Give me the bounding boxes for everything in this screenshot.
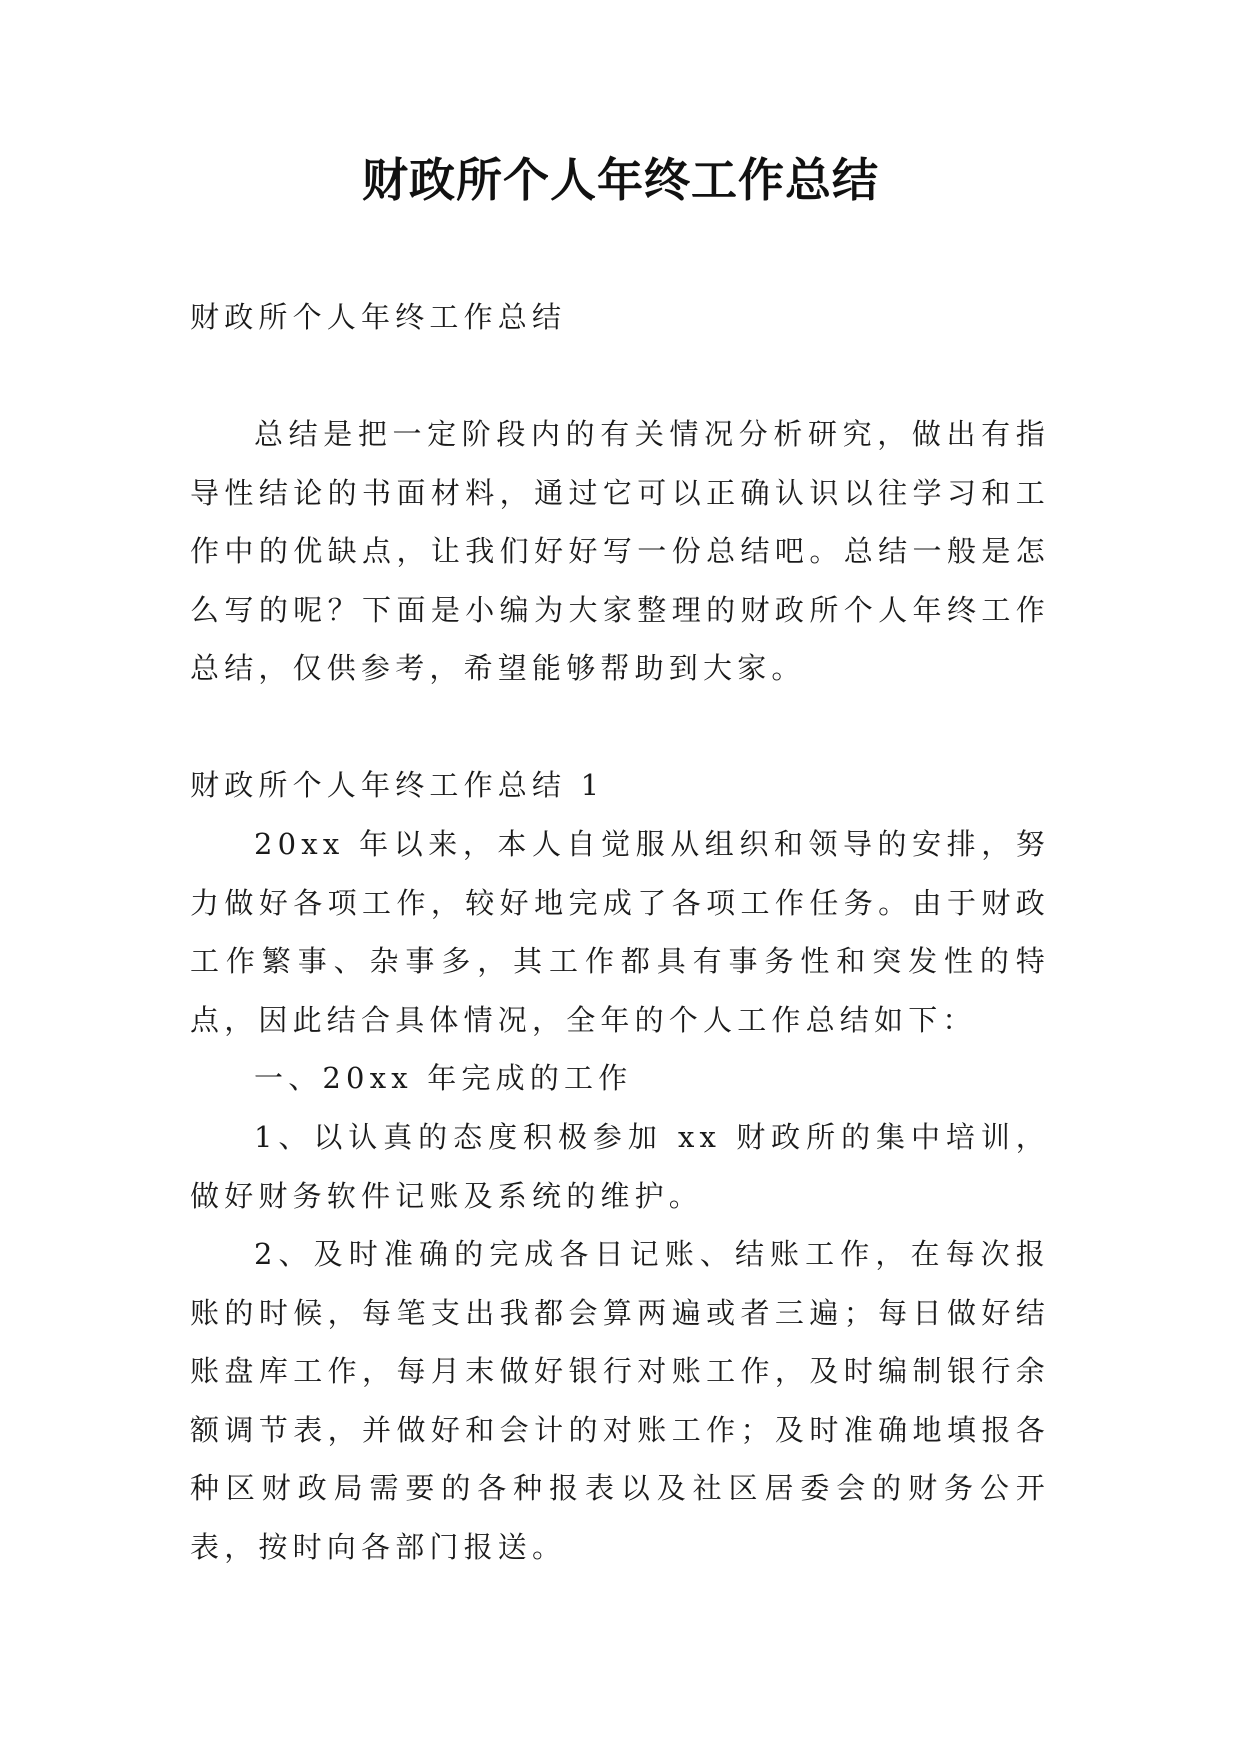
intro-paragraph: 总结是把一定阶段内的有关情况分析研究，做出有指导性结论的书面材料，通过它可以正确认识以往学习和工作中的优缺点，让我们好好写一份总结吧。总结一般是怎么写的呢？下面是小编为大家整理的财政所个人年终工作总结，仅供参考，希望能够帮助到大家。 (190, 417, 1050, 685)
section-heading: 财政所个人年终工作总结 (190, 300, 567, 334)
document-title: 财政所个人年终工作总结 (362, 153, 879, 207)
paragraph-overview: 20xx 年以来，本人自觉服从组织和领导的安排，努力做好各项工作，较好地完成了各项工作任务。由于财政工作繁事、杂事多，其工作都具有事务性和突发性的特点，因此结合具体情况，全年的个人工作总结如下： (190, 827, 1050, 1037)
subsection-title: 一、20xx 年完成的工作 (254, 1061, 633, 1095)
list-item-1: 1、以认真的态度积极参加 xx 财政所的集中培训，做好财务软件记账及系统的维护。 (190, 1120, 1050, 1213)
section-heading-1: 财政所个人年终工作总结 1 (190, 768, 605, 802)
list-item-2: 2、及时准确的完成各日记账、结账工作，在每次报账的时候，每笔支出我都会算两遍或者三遍；每日做好结账盘库工作，每月末做好银行对账工作，及时编制银行余额调节表，并做好和会计的对账工作；及时准确地填报各种区财政局需要的各种报表以及社区居委会的财务公开表，按时向各部门报送。 (190, 1237, 1050, 1564)
